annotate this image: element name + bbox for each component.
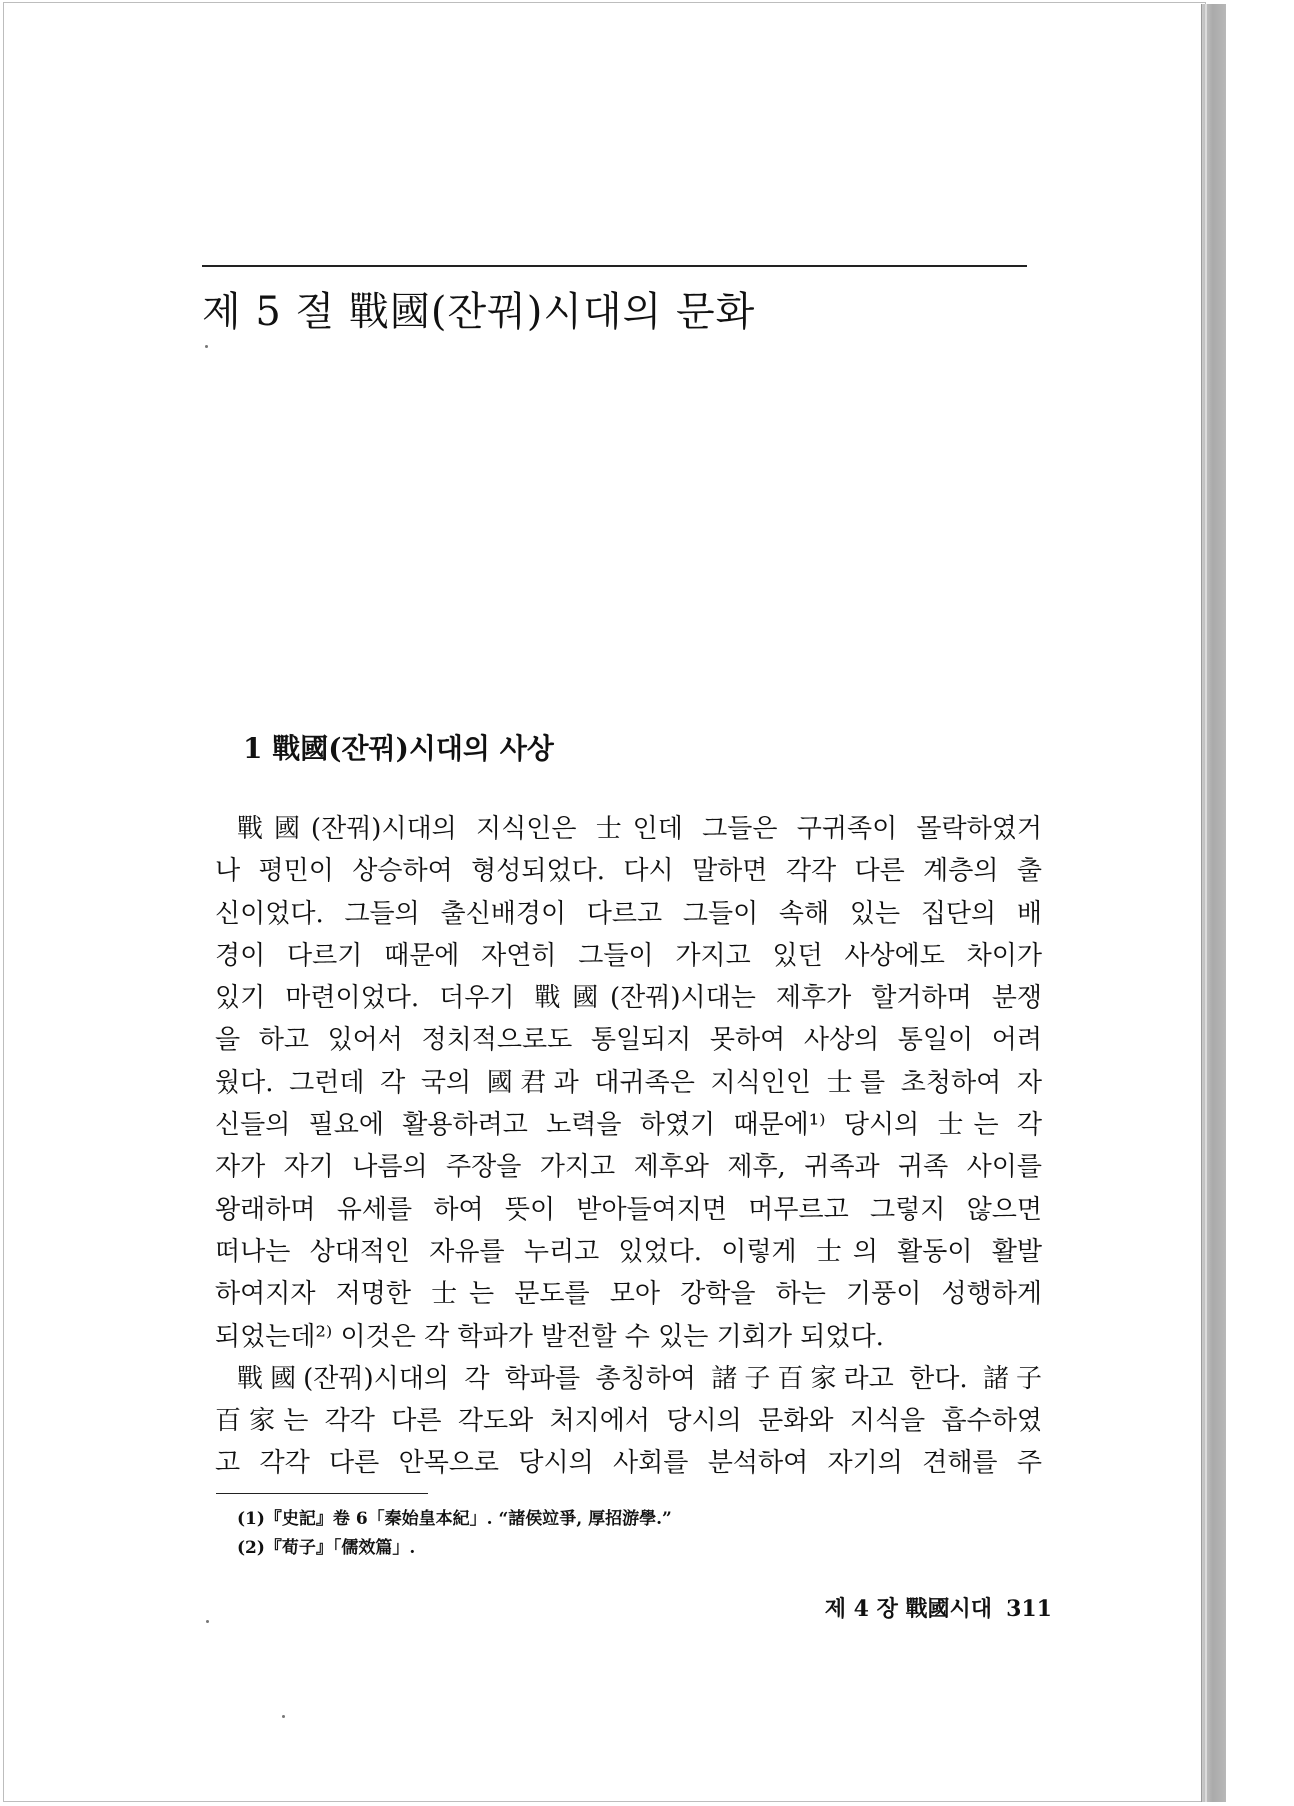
footnotes: [237, 1505, 672, 1563]
text-line: 百家는 각각 다른 각도와 처지에서 당시의 문화와 지식을 흡수하였: [215, 1406, 1042, 1437]
text-line: 을 하고 있어서 정치적으로도 통일되지 못하여 사상의 통일이 어려: [215, 1025, 1042, 1056]
text-line: 자가 자기 나름의 주장을 가지고 제후와 제후, 귀족과 귀족 사이를: [215, 1152, 1042, 1183]
text-line: 신들의 필요에 활용하려고 노력을 하였기 때문에¹⁾ 당시의 士는 각: [215, 1110, 1042, 1141]
page-stack-edge: [1201, 4, 1226, 1802]
scan-speck: [282, 1715, 285, 1718]
running-footer: [811, 1592, 1052, 1623]
text-line: 웠다. 그런데 각 국의 國君과 대귀족은 지식인인 士를 초청하여 자: [215, 1067, 1042, 1098]
body-text: [215, 808, 1042, 1485]
text-line: 戰國(잔꿔)시대의 지식인은 士인데 그들은 구귀족이 몰락하였거: [237, 814, 1042, 844]
page-number: 311: [1006, 1596, 1052, 1622]
text-line: 있기 마련이었다. 더우기 戰國(잔꿔)시대는 제후가 할거하며 분쟁: [215, 983, 1042, 1014]
footer-chapter: 제 4 장 戰國시대: [824, 1596, 993, 1622]
footnote-2: (2)『荀子』「儒效篇」.: [237, 1538, 416, 1558]
scan-speck: [205, 345, 208, 348]
heading-rule: [202, 265, 1027, 267]
footnote-1: (1)『史記』卷 6「秦始皇本紀」. “諸侯竝爭, 厚招游學.”: [237, 1509, 672, 1529]
text-line: 戰國(잔꿔)시대의 각 학파를 총칭하여 諸子百家라고 한다. 諸子: [237, 1363, 1042, 1394]
text-line: 왕래하며 유세를 하여 뜻이 받아들여지면 머무르고 그렇지 않으면: [215, 1194, 1042, 1225]
text-line: 하여지자 저명한 士는 문도를 모아 강학을 하는 기풍이 성행하게: [215, 1279, 1042, 1310]
text-line: 떠나는 상대적인 자유를 누리고 있었다. 이렇게 士의 활동이 활발: [215, 1236, 1042, 1267]
text-line: 되었는데²⁾ 이것은 각 학파가 발전할 수 있는 기회가 되었다.: [215, 1321, 884, 1352]
chapter-heading: 제 5 절 戰國(잔꿔)시대의 문화: [202, 289, 756, 335]
section-heading: 1 戰國(잔꿔)시대의 사상: [243, 732, 554, 765]
scan-speck: [206, 1620, 209, 1623]
footnote-rule: [216, 1493, 428, 1494]
text-line: 고 각각 다른 안목으로 당시의 사회를 분석하여 자기의 견해를 주: [215, 1448, 1042, 1479]
text-line: 경이 다르기 때문에 자연히 그들이 가지고 있던 사상에도 차이가: [215, 940, 1042, 971]
text-line: 신이었다. 그들의 출신배경이 다르고 그들이 속해 있는 집단의 배: [215, 898, 1042, 929]
text-line: 나 평민이 상승하여 형성되었다. 다시 말하면 각각 다른 계층의 출: [215, 856, 1042, 887]
